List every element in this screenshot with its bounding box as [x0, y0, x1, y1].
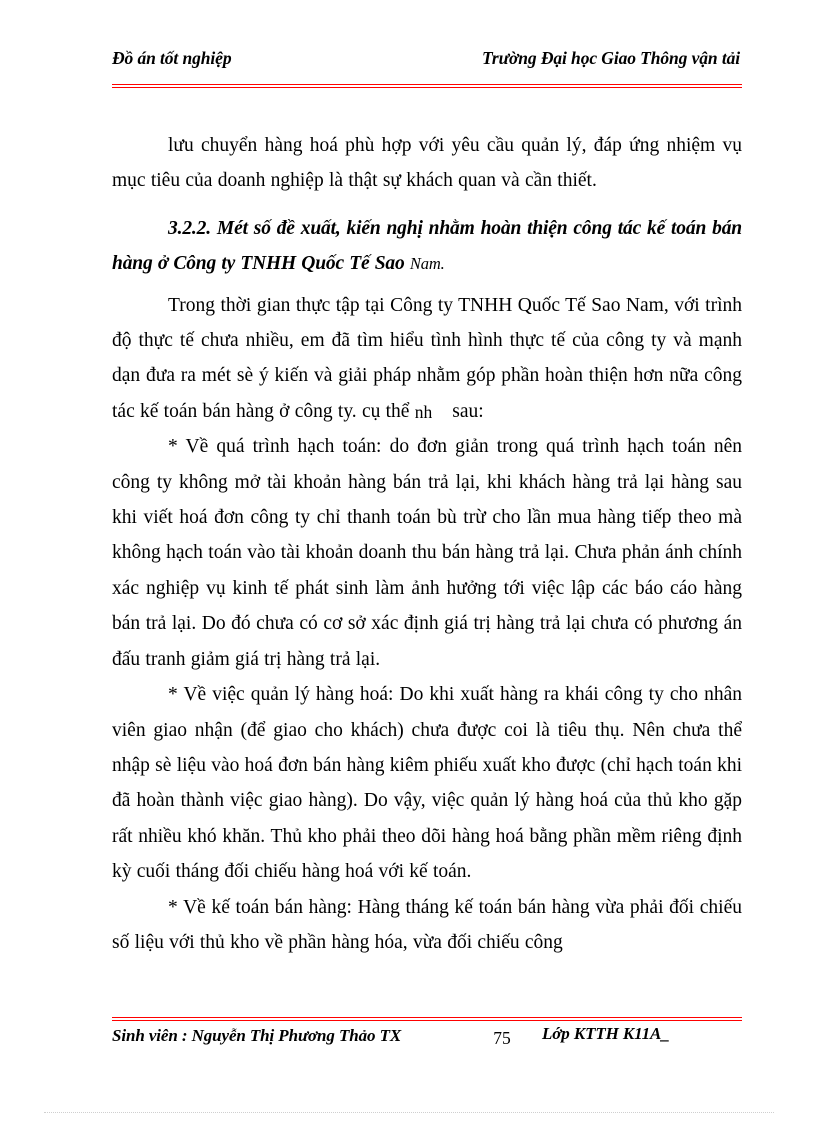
header-left-text: Đồ án tốt nghiệp [112, 48, 232, 68]
footer-class-label: Lớp KTTH K11A_ [542, 1024, 670, 1043]
running-header [112, 48, 742, 69]
paragraph-intro-tail-a: nh [414, 402, 433, 423]
footer-student-line-2: TX [379, 1026, 402, 1045]
section-heading-tail: Nam. [409, 254, 445, 274]
header-rule [112, 84, 742, 88]
footer-rule [112, 1017, 742, 1021]
paragraph-intro-tail-b: sau: [452, 400, 484, 422]
paragraph-intro-main: Trong thời gian thực tập tại Công ty TNHH Quốc Tế Sao Nam, với trình độ thực tế chưa nhiều, em đã tìm hiểu tình hình thực tế của công ty và mạnh dạn đưa ra mét sè ý kiến và giải pháp nhằm góp phần hoàn thiện hơn nữa công tác kế toán bán hàng ở công ty. cụ thể [112, 294, 742, 422]
footer-student-name [112, 1024, 442, 1047]
paragraph-sales-accounting: * Về kế toán bán hàng: Hàng tháng kế toán bán hàng vừa phải đối chiếu số liệu với thủ kho về phần hàng hóa, vừa đối chiếu công [112, 896, 742, 953]
paragraph-continuation: lưu chuyển hàng hoá phù hợp với yêu cầu quản lý, đáp ứng nhiệm vụ mục tiêu của doanh nghiệp là thật sự khách quan và cần thiết. [112, 135, 742, 192]
running-footer [112, 1024, 742, 1088]
section-heading [112, 211, 742, 282]
header-right-text: Trường Đại học Giao Thông vận tải [481, 48, 740, 68]
footer-student-line-1: Sinh viên : Nguyễn Thị Phương Thảo [112, 1026, 376, 1045]
page-number: 75 [493, 1028, 511, 1048]
section-heading-text: 3.2.2. Mét số đề xuất, kiến nghị nhằm hoàn thiện công tác kế toán bán hàng ở Công ty TNHH Quốc Tế Sao [112, 217, 742, 275]
paragraph-accounting-process: * Về quá trình hạch toán: do đơn giản trong quá trình hạch toán nên công ty không mở tài khoản hàng bán trả lại, khi khách hàng trả lại hàng sau khi viết hoá đơn công ty chỉ thanh toán bù trừ cho lần mua hàng tiếp theo mà không hạch toán vào tài khoản doanh thu bán hàng trả lại. Chưa phản ánh chính xác nghiệp vụ kinh tế phát sinh làm ảnh hưởng tới việc lập các báo cáo hàng bán trả lại. Do đó chưa có cơ sở xác định giá trị hàng trả lại chưa có phương án đấu tranh giảm giá trị hàng trả lại. [112, 436, 742, 670]
paragraph-goods-management: * Về việc quản lý hàng hoá: Do khi xuất hàng ra khái công ty cho nhân viên giao nhận (để giao cho khách) chưa được coi là tiêu thụ. Nên chưa thể nhập sè liệu vào hoá đơn bán hàng kiêm phiếu xuất kho được (chỉ hạch toán khi đã hoàn thành việc giao hàng). Do vậy, việc quản lý hàng hoá của thủ kho gặp rất nhiều khó khăn. Thủ kho phải theo dõi hàng hoá bằng phần mềm riêng định kỳ cuối tháng đối chiếu hàng hoá với kế toán. [112, 684, 743, 883]
scan-boundary-line [44, 1112, 774, 1114]
page-body [112, 128, 742, 960]
paragraph-intro [112, 288, 742, 430]
